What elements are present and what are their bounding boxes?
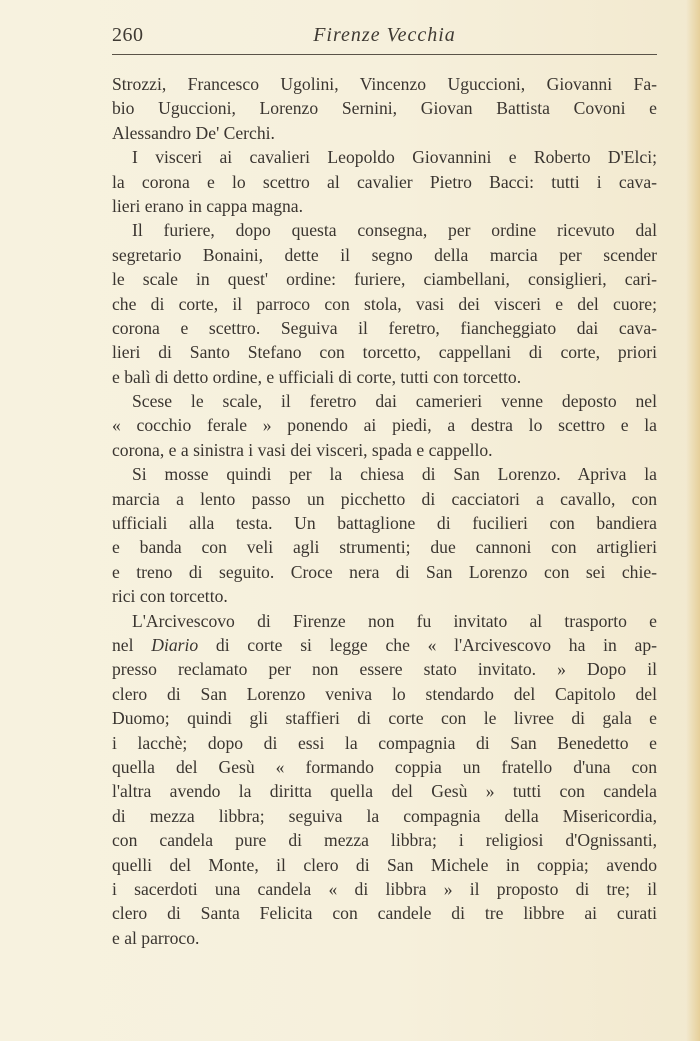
text-line: le scale in quest' ordine: furiere, ciambellani, consiglieri, cari- [112, 269, 657, 290]
text-line: presso reclamato per non essere stato invitato. » Dopo il [112, 659, 657, 680]
text-line: lieri erano in cappa magna. [112, 195, 303, 216]
text-line: e banda con veli agli strumenti; due cannoni con artiglieri [112, 537, 657, 558]
italic-title-diario: Diario [151, 634, 199, 655]
text-line: I visceri ai cavalieri Leopoldo Giovannini e Roberto D'Elci; [132, 147, 657, 168]
running-head [112, 24, 657, 55]
text-line: di mezza libbra; seguiva la compagnia della Misericordia, [112, 805, 657, 826]
text-line: la corona e lo scettro al cavalier Pietro Bacci: tutti i cava- [112, 171, 657, 192]
text-line: « cocchio ferale » ponendo ai piedi, a destra lo scettro e la [112, 415, 657, 436]
text-line: i lacchè; dopo di essi la compagnia di San Benedetto e [112, 732, 657, 753]
book-title: Firenze Vecchia [313, 24, 456, 46]
page-number: 260 [112, 24, 144, 46]
text-line: bio Uguccioni, Lorenzo Sernini, Giovan Battista Covoni e [112, 98, 657, 119]
text-line: i sacerdoti una candela « di libbra » il proposto di tre; il [112, 878, 657, 899]
text-line: che di corte, il parroco con stola, vasi dei visceri e del cuore; [112, 293, 657, 314]
text-line: e al parroco. [112, 927, 200, 948]
text-line: Alessandro De' Cerchi. [112, 122, 275, 143]
text-line: Duomo; quindi gli staffieri di corte con le livree di gala e [112, 708, 657, 729]
text-fragment: nel [112, 634, 134, 655]
text-line: quelli del Monte, il clero di San Michele in coppia; avendo [112, 854, 657, 875]
body-text [112, 72, 657, 950]
text-line: Strozzi, Francesco Ugolini, Vincenzo Uguccioni, Giovanni Fa- [112, 74, 657, 94]
text-line [112, 633, 657, 657]
text-line: l'altra avendo la diritta quella del Gesù » tutti con candela [112, 781, 657, 802]
text-line: e balì di detto ordine, e ufficiali di corte, tutti con torcetto. [112, 366, 522, 387]
text-line: Il furiere, dopo questa consegna, per ordine ricevuto dal [132, 220, 657, 241]
text-line: L'Arcivescovo di Firenze non fu invitato al trasporto e [132, 610, 657, 631]
text-line: corona, e a sinistra i vasi dei visceri, spada e cappello. [112, 439, 493, 460]
text-line: quella del Gesù « formando coppia un fratello d'una con [112, 756, 657, 777]
text-line: corona e scettro. Seguiva il feretro, fiancheggiato dai cava- [112, 317, 657, 338]
text-line: con candela pure di mezza libbra; i religiosi d'Ognissanti, [112, 830, 657, 851]
text-line: ufficiali alla testa. Un battaglione di fucilieri con bandiera [112, 513, 657, 534]
text-fragment: di corte si legge che « l'Arcivescovo ha in ap- [215, 634, 658, 655]
text-line: rici con torcetto. [112, 586, 228, 607]
text-line: lieri di Santo Stefano con torcetto, cappellani di corte, priori [112, 342, 657, 363]
text-line: Scese le scale, il feretro dai camerieri venne deposto nel [132, 391, 657, 412]
text-line: Si mosse quindi per la chiesa di San Lorenzo. Apriva la [132, 464, 657, 485]
text-line: marcia a lento passo un picchetto di cacciatori a cavallo, con [112, 488, 657, 509]
text-line: clero di Santa Felicita con candele di tre libbre ai curati [112, 903, 657, 924]
text-line: clero di San Lorenzo veniva lo stendardo del Capitolo del [112, 683, 657, 704]
text-line: e treno di seguito. Croce nera di San Lorenzo con sei chie- [112, 561, 657, 582]
page-edge-shadow [686, 0, 700, 1041]
text-line: segretario Bonaini, dette il segno della marcia per scender [112, 244, 657, 265]
